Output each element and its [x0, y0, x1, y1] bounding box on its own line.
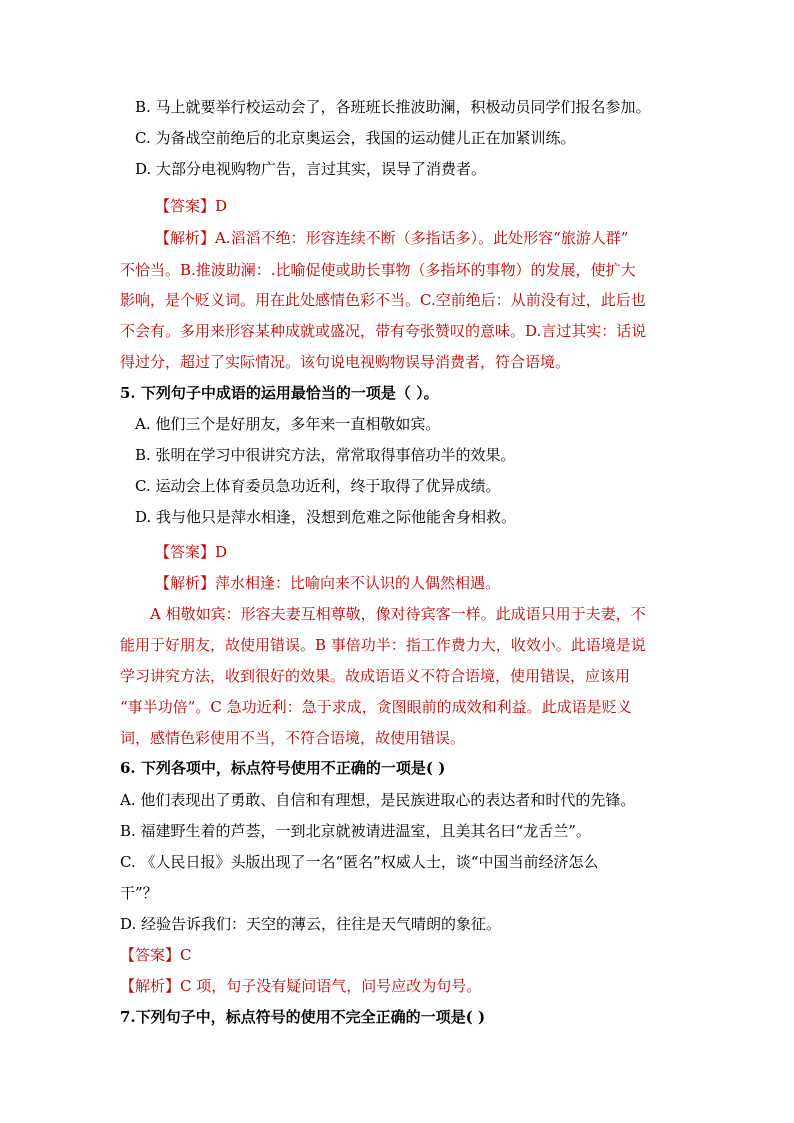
q5-analysis-line-5: “事半功倍”。C 急功近利：急于求成，贪图眼前的成效和利益。此成语是贬义: [120, 698, 632, 716]
q5-analysis-line-3: 能用于好朋友，故使用错误。B 事倍功半：指工作费力大，收效小。此语境是说: [120, 636, 646, 654]
analysis-text: C 项，句子没有疑问语气，问号应改为句号。: [180, 977, 482, 995]
analysis-text: 萍水相逢：比喻向来不认识的人偶然相遇。: [215, 574, 501, 592]
analysis-label: 【解析】: [155, 229, 216, 247]
answer-value: D: [215, 197, 228, 215]
answer-value: D: [215, 543, 228, 561]
q6-analysis: [120, 976, 481, 996]
q4-analysis-line-3: 影响，是个贬义词。用在此处感情色彩不当。C.空前绝后：从前没有过，此后也: [120, 291, 646, 309]
q5-analysis-line-2: A 相敬如宾：形容夫妻互相尊敬，像对待宾客一样。此成语只用于夫妻，不: [150, 605, 646, 623]
q6-option-c-line-2: 干”？: [120, 884, 158, 902]
q7-stem: 7.下列句子中，标点符号的使用不完全正确的一项是( ): [120, 1008, 486, 1026]
q5-answer: [155, 542, 227, 562]
q6-option-b: B. 福建野生着的芦荟，一到北京就被请进温室，且美其名曰“龙舌兰”。: [120, 822, 591, 840]
analysis-text: A.滔滔不绝：形容连续不断（多指话多）。此处形容“旅游人群”: [215, 229, 629, 247]
q4-option-b: B. 马上就要举行校运动会了，各班班长推波助澜，积极动员同学们报名参加。: [135, 98, 651, 116]
answer-label: 【答案】: [155, 197, 216, 215]
q4-analysis-line-4: 不会有。多用来形容某种成就或盛况，带有夸张赞叹的意味。D.言过其实：话说: [120, 322, 647, 340]
q5-stem: 5. 下列句子中成语的运用最恰当的一项是（ ）。: [120, 384, 439, 402]
q6-option-c-line-1: C. 《人民日报》头版出现了一名“匿名”权威人士，谈“中国当前经济怎么: [120, 853, 599, 871]
q6-option-a: A. 他们表现出了勇敢、自信和有理想，是民族进取心的表达者和时代的先锋。: [120, 791, 636, 809]
q5-option-b: B. 张明在学习中很讲究方法，常常取得事倍功半的效果。: [135, 446, 516, 464]
q5-analysis-line-4: 学习讲究方法，收到很好的效果。故成语语义不符合语境，使用错误，应该用: [120, 667, 631, 685]
q5-analysis-line-1: [155, 573, 500, 593]
q6-stem: 6. 下列各项中，标点符号使用不正确的一项是( ): [120, 759, 446, 777]
q4-analysis-line-2: 不恰当。B.推波助澜：.比喻促使或助长事物（多指坏的事物）的发展，使扩大: [120, 261, 636, 279]
q5-option-c: C. 运动会上体育委员急功近利，终于取得了优异成绩。: [135, 477, 501, 495]
analysis-label: 【解析】: [155, 574, 216, 592]
q6-option-d: D. 经验告诉我们：天空的薄云，往往是天气晴朗的象征。: [120, 915, 502, 933]
q5-analysis-line-6: 词，感情色彩使用不当，不符合语境，故使用错误。: [120, 729, 466, 747]
q4-analysis-line-5: 得过分，超过了实际情况。该句说电视购物误导消费者，符合语境。: [120, 353, 571, 371]
q4-analysis-line-1: [155, 228, 628, 248]
answer-label: 【答案】: [155, 543, 216, 561]
q5-option-d: D. 我与他只是萍水相逢，没想到危难之际他能舍身相救。: [135, 508, 517, 526]
q4-option-c: C. 为备战空前绝后的北京奥运会，我国的运动健儿正在加紧训练。: [135, 129, 576, 147]
q6-answer: [120, 945, 192, 965]
q4-answer: [155, 196, 227, 216]
answer-label: 【答案】: [120, 946, 181, 964]
analysis-label: 【解析】: [120, 977, 181, 995]
q4-option-d: D. 大部分电视购物广告，言过其实，误导了消费者。: [135, 160, 487, 178]
q5-option-a: A. 他们三个是好朋友，多年来一直相敬如宾。: [135, 415, 441, 433]
answer-value: C: [180, 946, 192, 964]
